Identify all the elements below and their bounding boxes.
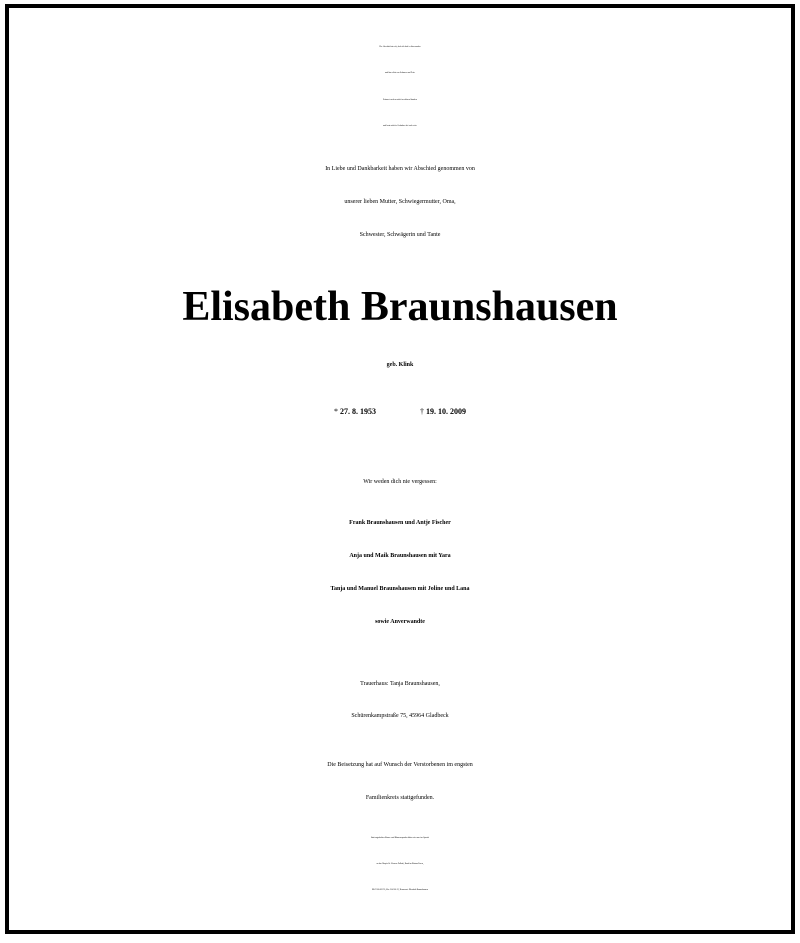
intro-line: In Liebe und Dankbarkeit haben wir Abschied genommen von: [325, 166, 475, 172]
burial-line: Die Beisetzung hat auf Wunsch der Verstorbenen im engsten: [327, 762, 473, 768]
death-symbol: †: [420, 407, 424, 416]
birth-date: 27. 8. 1953: [340, 407, 376, 416]
burial-line: Familienkreis stattgefunden.: [365, 795, 435, 801]
memory-line: Wir weden dich nie vergessen:: [363, 479, 437, 485]
mourning-house-line: Trauerhaus: Tanja Braunshausen,: [360, 681, 440, 687]
donation-line: Statt zugedachter Kranz- und Blumenspenden bitten wir um eine Spende: [370, 837, 430, 839]
birth-symbol: *: [334, 407, 338, 416]
family-line: sowie Anverwandte: [375, 619, 425, 625]
poem-line: und lasst mich in Gedanken bei euch sein.: [383, 125, 417, 127]
death-date: 19. 10. 2009: [426, 407, 466, 416]
donation-line: an das Hospiz St. Vinzenz Pallotti, Bank im Bistum Essen,: [376, 863, 424, 865]
maiden-name: geb. Klink: [386, 362, 414, 368]
poem-line: Der Abschied tut weh, doch ich hab`es überwunden: [379, 46, 421, 48]
mourning-house-line: Schürenkampstraße 75, 45964 Gladbeck: [351, 713, 449, 719]
obituary-notice: [5, 4, 795, 934]
deceased-name: Elisabeth Braunshausen: [182, 284, 618, 330]
family-line: Tanja und Manuel Braunshausen mit Joline und Lana: [330, 586, 470, 592]
poem-line: Erinnert euch an mich in schönen Stunden: [383, 99, 417, 101]
intro-line: Schwester, Schwägerin und Tante: [359, 232, 441, 238]
intro-line: unserer lieben Mutter, Schwiegermutter, Oma,: [344, 199, 456, 205]
poem-line: und bin erlöst von Schmerz und Pein.: [384, 72, 416, 74]
donation-line: BLZ 360 602 95, Kto 134 300 12, Kennwort: Elisabeth Braunshausen: [372, 889, 428, 891]
life-dates: [9, 408, 791, 416]
family-line: Frank Braunshausen und Antje Fischer: [349, 520, 451, 526]
family-line: Anja und Maik Braunshausen mit Yara: [349, 553, 451, 559]
